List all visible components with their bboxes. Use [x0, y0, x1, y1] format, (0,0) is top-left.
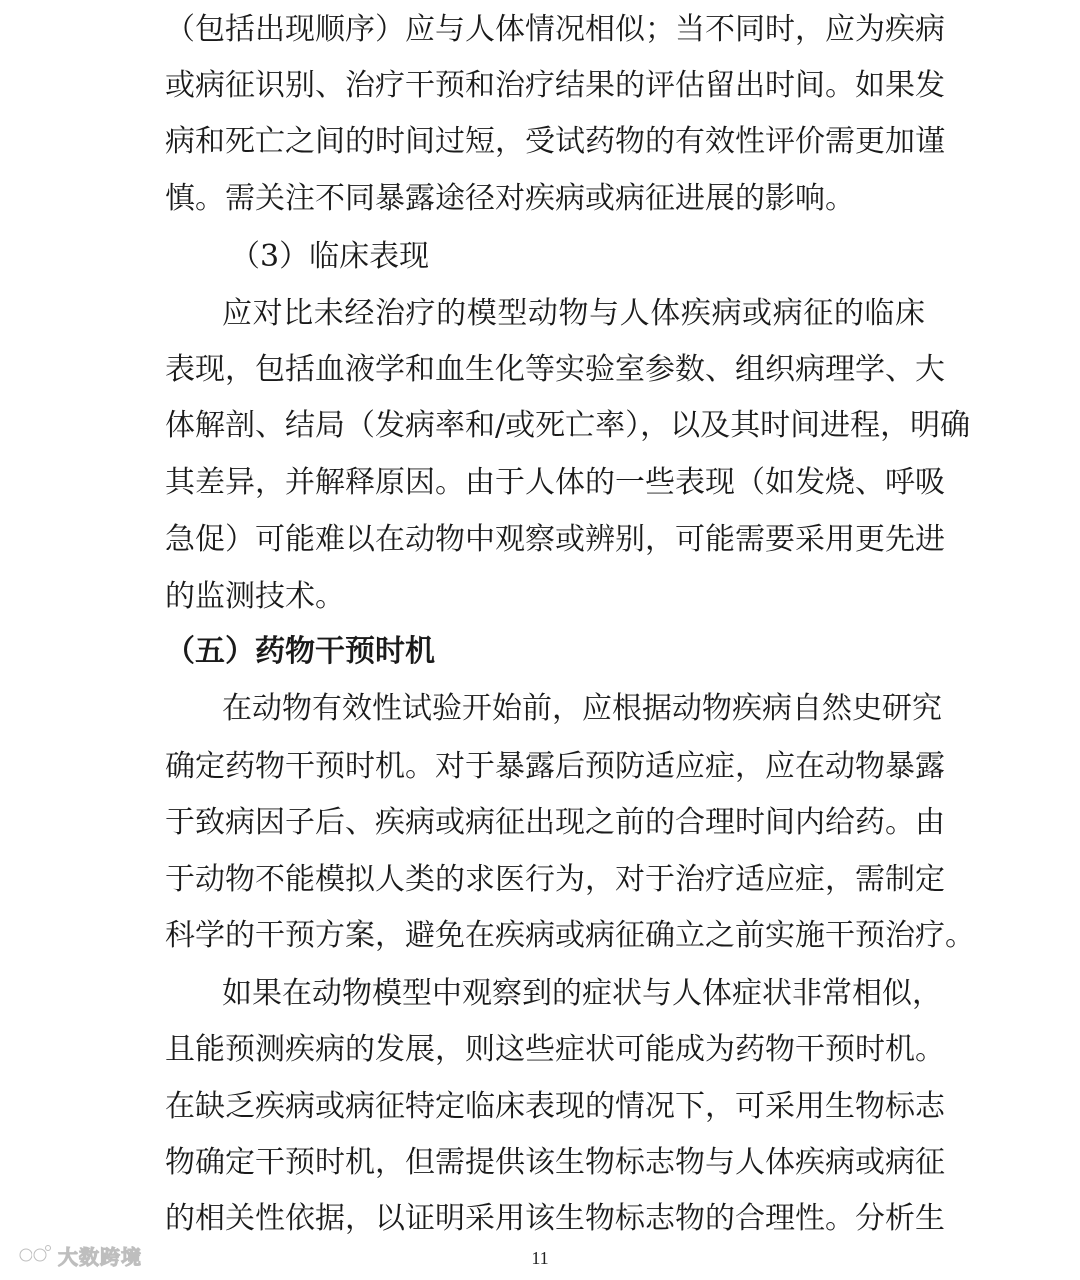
paragraph-line: 于致病因子后、疾病或病征出现之前的合理时间内给药。由 [165, 805, 945, 840]
paragraph-line: 且能预测疾病的发展，则这些症状可能成为药物干预时机。 [165, 1032, 945, 1067]
paragraph-line: 在动物有效性试验开始前，应根据动物疾病自然史研究 [222, 691, 942, 726]
subsection-heading: （3）临床表现 [230, 239, 430, 274]
paragraph-line: 的相关性依据，以证明采用该生物标志物的合理性。分析生 [165, 1201, 945, 1236]
paragraph-line: 急促）可能难以在动物中观察或辨别，可能需要采用更先进 [165, 522, 945, 557]
paragraph-line: 表现，包括血液学和血生化等实验室参数、组织病理学、大 [165, 352, 945, 387]
paragraph-line: 的监测技术。 [165, 579, 345, 614]
paragraph-line: 应对比未经治疗的模型动物与人体疾病或病征的临床 [222, 296, 925, 331]
paragraph-line: 于动物不能模拟人类的求医行为，对于治疗适应症，需制定 [165, 862, 945, 897]
watermark-text: 大数跨境 [58, 1244, 142, 1269]
paragraph-line: 慎。需关注不同暴露途径对疾病或病征进展的影响。 [165, 181, 855, 216]
paragraph-line: 物确定干预时机，但需提供该生物标志物与人体疾病或病征 [165, 1145, 945, 1180]
ddc-logo-icon [18, 1242, 52, 1268]
paragraph-line: 其差异，并解释原因。由于人体的一些表现（如发烧、呼吸 [165, 465, 945, 500]
paragraph-line: 如果在动物模型中观察到的症状与人体症状非常相似， [222, 976, 942, 1011]
watermark [18, 1238, 142, 1272]
paragraph-line: （包括出现顺序）应与人体情况相似；当不同时，应为疾病 [165, 12, 945, 47]
paragraph-line: 科学的干预方案，避免在疾病或病征确立之前实施干预治疗。 [165, 918, 975, 953]
paragraph-line: 病和死亡之间的时间过短，受试药物的有效性评价需更加谨 [165, 124, 945, 159]
page-number: 11 [531, 1248, 549, 1268]
paragraph-line: 确定药物干预时机。对于暴露后预防适应症，应在动物暴露 [165, 749, 945, 784]
paragraph-line: 体解剖、结局（发病率和/或死亡率），以及其时间进程，明确 [165, 408, 971, 443]
section-heading: （五）药物干预时机 [165, 634, 435, 669]
paragraph-line: 或病征识别、治疗干预和治疗结果的评估留出时间。如果发 [165, 68, 945, 103]
paragraph-line: 在缺乏疾病或病征特定临床表现的情况下，可采用生物标志 [165, 1089, 945, 1124]
